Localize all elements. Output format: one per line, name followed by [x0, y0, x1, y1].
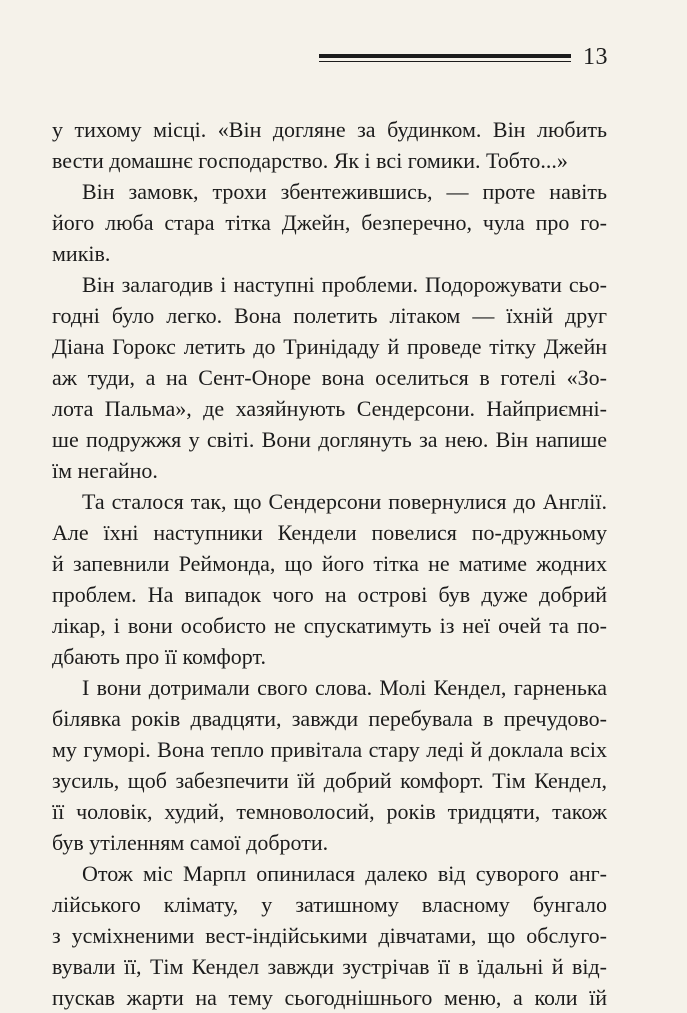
- text-line: Він замовк, трохи збентежившись, — проте навіть: [82, 179, 607, 204]
- header-rule-thick: [319, 54, 571, 58]
- text-line: миків.: [52, 241, 111, 266]
- text-line: зусиль, щоб забезпечити їй добрий комфорт. Тім Кендел,: [52, 768, 607, 793]
- text-line: Та сталося так, що Сендерсони повернулися до Англії.: [82, 489, 607, 514]
- text-line: лікар, і вони особисто не спускатимуть із неї очей та по-: [52, 613, 607, 638]
- page-number: 13: [583, 44, 608, 70]
- text-line: лійського клімату, у затишному власному бунгало: [52, 892, 607, 917]
- text-line: вести домашнє господарство. Як і всі гомики. Тобто...»: [52, 148, 568, 173]
- text-line: му гуморі. Вона тепло привітала стару леді й доклала всіх: [52, 737, 607, 762]
- text-line: годні було легко. Вона полетить літаком — їхній друг: [52, 303, 607, 328]
- text-line: Але їхні наступники Кендели повелися по-дружньому: [52, 520, 607, 545]
- text-line: лота Пальма», де хазяйнують Сендерсони. Найприємні-: [52, 396, 607, 421]
- text-line: білявка років двадцяти, завжди перебувала в пречудово-: [52, 706, 607, 731]
- text-line: їм негайно.: [52, 458, 158, 483]
- text-line: проблем. На випадок чого на острові був дуже добрий: [52, 582, 607, 607]
- text-line: Отож міс Марпл опинилася далеко від суворого анг-: [82, 861, 607, 886]
- text-line: з усміхненими вест-індійськими дівчатами, що обслуго-: [52, 923, 607, 948]
- text-line: її чоловік, худий, темноволосий, років тридцяти, також: [52, 799, 607, 824]
- text-line: пускав жарти на тему сьогоднішнього меню, а коли їй: [52, 985, 607, 1010]
- text-line: аж туди, а на Сент-Оноре вона оселиться в готелі «Зо-: [52, 365, 607, 390]
- text-line: його люба стара тітка Джейн, безперечно, чула про го-: [52, 210, 607, 235]
- header-rule-thin: [319, 61, 571, 62]
- text-line: й запевнили Реймонда, що його тітка не матиме жодних: [52, 551, 607, 576]
- text-line: дбають про її комфорт.: [52, 644, 266, 669]
- text-line: вували її, Тім Кендел завжди зустрічав її в їдальні й від-: [52, 954, 607, 979]
- text-line: Діана Горокс летить до Тринідаду й проведе тітку Джейн: [52, 334, 607, 359]
- text-line: був утіленням самої доброти.: [52, 830, 329, 855]
- text-line: Він залагодив і наступні проблеми. Подорожувати сьо-: [82, 272, 607, 297]
- page-header: [319, 40, 619, 76]
- body-text: [52, 114, 607, 1013]
- text-line: у тихому місці. «Він догляне за будинком. Він любить: [52, 117, 607, 142]
- text-line: І вони дотримали свого слова. Молі Кендел, гарненька: [82, 675, 607, 700]
- text-line: ше подружжя у світі. Вони доглянуть за нею. Він напише: [52, 427, 607, 452]
